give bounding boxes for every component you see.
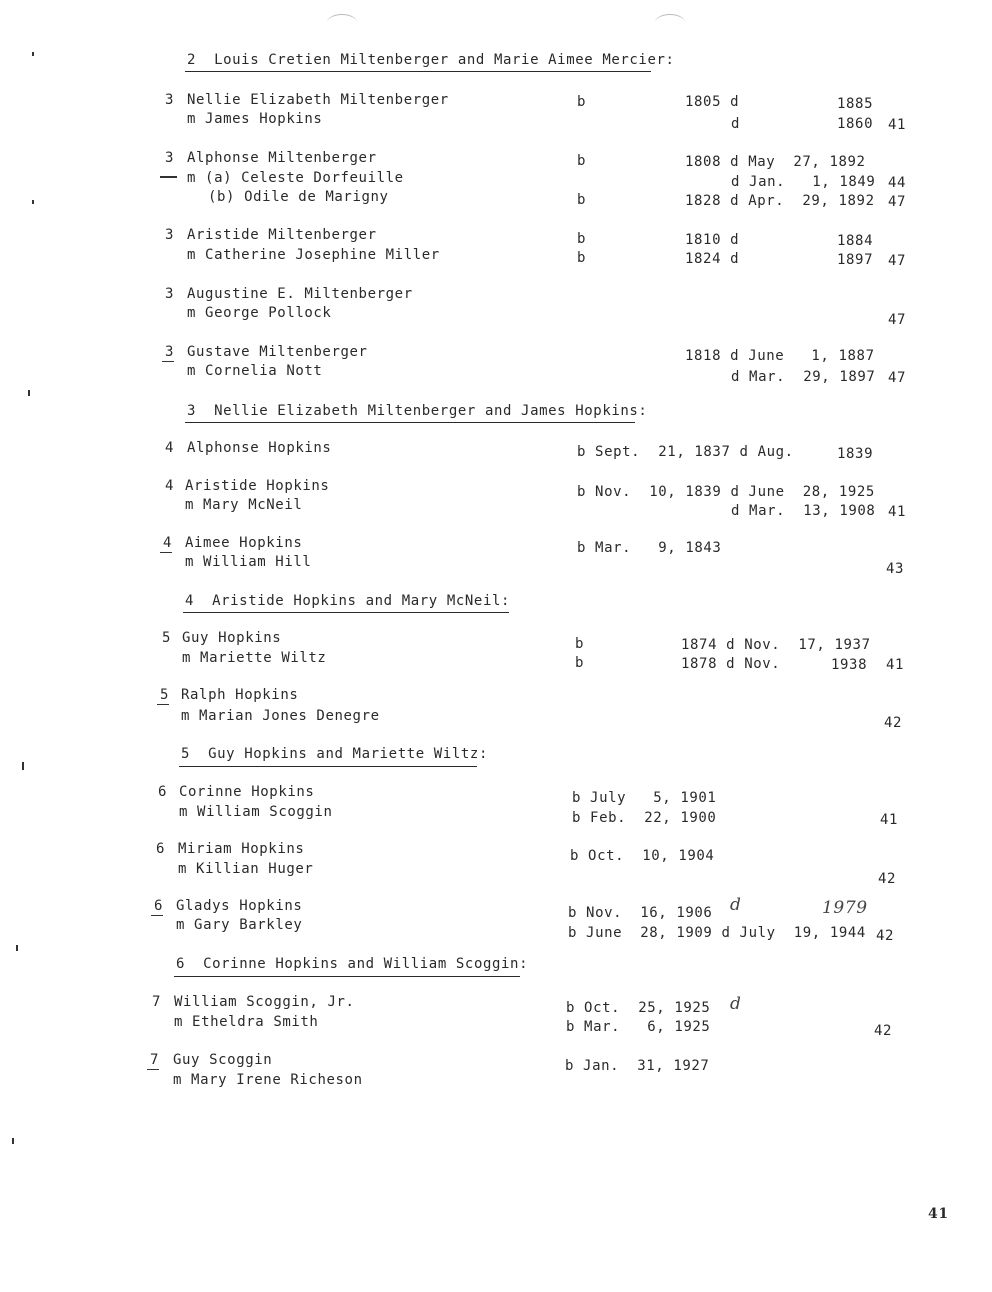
heading-underline bbox=[174, 976, 520, 977]
generation-number: 4 bbox=[165, 478, 175, 494]
page-reference: 42 bbox=[884, 715, 903, 731]
life-dates: 1810 d bbox=[685, 232, 740, 248]
page-reference: 43 bbox=[886, 561, 905, 577]
margin-speck bbox=[16, 945, 18, 951]
person-name: Gustave Miltenberger bbox=[187, 344, 368, 360]
spouse-name: m Gary Barkley bbox=[176, 917, 303, 933]
person-name: Alphonse Hopkins bbox=[187, 440, 332, 456]
life-dates: b Jan. 31, 1927 bbox=[565, 1058, 710, 1074]
handwritten-note: d bbox=[730, 895, 742, 915]
generation-number: 6 bbox=[154, 898, 164, 914]
page-reference: 41 bbox=[888, 504, 907, 520]
birth-marker: b bbox=[577, 231, 587, 247]
punch-hole-mark bbox=[655, 14, 685, 31]
page-reference: 41 bbox=[888, 117, 907, 133]
generation-number: 4 bbox=[163, 535, 173, 551]
death-year: 1885 bbox=[837, 96, 874, 112]
number-underline bbox=[160, 552, 172, 553]
generation-number: 3 bbox=[165, 286, 175, 302]
life-dates: b Nov. 10, 1839 d June 28, 1925 bbox=[577, 484, 875, 500]
spouse-name: m Cornelia Nott bbox=[187, 363, 323, 379]
section-heading-gen5: 5 Guy Hopkins and Mariette Wiltz: bbox=[181, 746, 488, 762]
spouse-dates: d Mar. 29, 1897 bbox=[731, 369, 876, 385]
spouse-name: m (a) Celeste Dorfeuille bbox=[187, 170, 404, 186]
page-reference: 47 bbox=[888, 194, 907, 210]
spouse-name: m Marian Jones Denegre bbox=[181, 708, 380, 724]
number-underline bbox=[162, 361, 174, 362]
life-dates: 1818 d June 1, 1887 bbox=[685, 348, 875, 364]
page-reference: 42 bbox=[876, 928, 895, 944]
generation-number: 7 bbox=[150, 1052, 160, 1068]
death-year: 1860 bbox=[837, 116, 874, 132]
birth-marker: b bbox=[577, 153, 587, 169]
heading-underline bbox=[185, 71, 651, 72]
birth-marker: b bbox=[577, 94, 587, 110]
number-underline bbox=[151, 915, 163, 916]
page-reference: 42 bbox=[874, 1023, 893, 1039]
person-name: Augustine E. Miltenberger bbox=[187, 286, 413, 302]
life-dates: 1808 d May 27, 1892 bbox=[685, 154, 866, 170]
person-name: William Scoggin, Jr. bbox=[174, 994, 355, 1010]
handwritten-note: 1979 bbox=[822, 898, 868, 918]
birth-marker: b bbox=[575, 636, 585, 652]
spouse-name: m William Hill bbox=[185, 554, 312, 570]
spouse-name: m James Hopkins bbox=[187, 111, 323, 127]
person-name: Nellie Elizabeth Miltenberger bbox=[187, 92, 449, 108]
spouse-dates: d Jan. 1, 1849 bbox=[731, 174, 876, 190]
spouse-dates: 1824 d bbox=[685, 251, 740, 267]
spouse-dates: b Feb. 22, 1900 bbox=[572, 810, 717, 826]
death-marker: d bbox=[731, 116, 741, 132]
spouse-name: m William Scoggin bbox=[179, 804, 333, 820]
page-number: 41 bbox=[928, 1206, 949, 1222]
birth-marker: b bbox=[577, 192, 587, 208]
margin-speck bbox=[32, 52, 34, 56]
person-name: Aristide Miltenberger bbox=[187, 227, 377, 243]
page-reference: 47 bbox=[888, 253, 907, 269]
spouse-dates: d Mar. 13, 1908 bbox=[731, 503, 876, 519]
life-dates: b Oct. 10, 1904 bbox=[570, 848, 715, 864]
number-underline bbox=[157, 704, 169, 705]
generation-number: 3 bbox=[165, 227, 175, 243]
spouse-name: m Mary McNeil bbox=[185, 497, 303, 513]
person-name: Ralph Hopkins bbox=[181, 687, 299, 703]
section-heading-gen2: 2 Louis Cretien Miltenberger and Marie Aimee Mercier: bbox=[187, 52, 675, 68]
person-name: Guy Hopkins bbox=[182, 630, 282, 646]
margin-dash bbox=[160, 176, 177, 178]
page-reference: 44 bbox=[888, 175, 907, 191]
generation-number: 3 bbox=[165, 344, 175, 360]
generation-number: 5 bbox=[160, 687, 170, 703]
page-reference: 47 bbox=[888, 312, 907, 328]
spouse-name: m George Pollock bbox=[187, 305, 332, 321]
handwritten-note: d bbox=[730, 994, 742, 1014]
person-name: Aristide Hopkins bbox=[185, 478, 330, 494]
page-reference: 47 bbox=[888, 370, 907, 386]
life-dates: 1805 d bbox=[685, 94, 740, 110]
heading-underline bbox=[185, 422, 635, 423]
generation-number: 7 bbox=[152, 994, 162, 1010]
person-name: Guy Scoggin bbox=[173, 1052, 273, 1068]
margin-speck bbox=[22, 762, 24, 770]
spouse-dates: b June 28, 1909 d July 19, 1944 bbox=[568, 925, 866, 941]
section-heading-gen3: 3 Nellie Elizabeth Miltenberger and James Hopkins: bbox=[187, 403, 648, 419]
person-name: Gladys Hopkins bbox=[176, 898, 303, 914]
generation-number: 6 bbox=[156, 841, 166, 857]
birth-marker: b bbox=[577, 250, 587, 266]
page-reference: 41 bbox=[880, 812, 899, 828]
spouse-name: m Killian Huger bbox=[178, 861, 314, 877]
heading-underline bbox=[179, 766, 477, 767]
death-year: 1938 bbox=[831, 657, 868, 673]
spouse-dates: b Mar. 6, 1925 bbox=[566, 1019, 711, 1035]
death-year: 1839 bbox=[837, 446, 874, 462]
heading-underline bbox=[183, 612, 509, 613]
generation-number: 4 bbox=[165, 440, 175, 456]
death-year: 1897 bbox=[837, 252, 874, 268]
margin-speck bbox=[28, 390, 30, 396]
person-name: Aimee Hopkins bbox=[185, 535, 303, 551]
life-dates: b July 5, 1901 bbox=[572, 790, 717, 806]
birth-marker: b bbox=[575, 655, 585, 671]
number-underline bbox=[147, 1069, 159, 1070]
spouse-name: (b) Odile de Marigny bbox=[208, 189, 389, 205]
section-heading-gen4: 4 Aristide Hopkins and Mary McNeil: bbox=[185, 593, 511, 609]
punch-hole-mark bbox=[327, 14, 357, 31]
page-reference: 42 bbox=[878, 871, 897, 887]
person-name: Miriam Hopkins bbox=[178, 841, 305, 857]
life-dates: b Nov. 16, 1906 bbox=[568, 905, 713, 921]
page-reference: 41 bbox=[886, 657, 905, 673]
margin-speck bbox=[32, 200, 34, 204]
life-dates: b Sept. 21, 1837 d Aug. bbox=[577, 444, 794, 460]
section-heading-gen6: 6 Corinne Hopkins and William Scoggin: bbox=[176, 956, 529, 972]
life-dates: b Mar. 9, 1843 bbox=[577, 540, 722, 556]
spouse-name: m Mariette Wiltz bbox=[182, 650, 327, 666]
generation-number: 5 bbox=[162, 630, 172, 646]
spouse-name: m Mary Irene Richeson bbox=[173, 1072, 363, 1088]
generation-number: 3 bbox=[165, 150, 175, 166]
spouse-dates: 1878 d Nov. bbox=[681, 656, 781, 672]
spouse-name: m Etheldra Smith bbox=[174, 1014, 319, 1030]
generation-number: 6 bbox=[158, 784, 168, 800]
life-dates: 1874 d Nov. 17, 1937 bbox=[681, 637, 871, 653]
death-year: 1884 bbox=[837, 233, 874, 249]
margin-speck bbox=[12, 1138, 14, 1144]
generation-number: 3 bbox=[165, 92, 175, 108]
spouse-name: m Catherine Josephine Miller bbox=[187, 247, 440, 263]
life-dates: b Oct. 25, 1925 bbox=[566, 1000, 711, 1016]
spouse-dates: 1828 d Apr. 29, 1892 bbox=[685, 193, 875, 209]
person-name: Alphonse Miltenberger bbox=[187, 150, 377, 166]
person-name: Corinne Hopkins bbox=[179, 784, 315, 800]
